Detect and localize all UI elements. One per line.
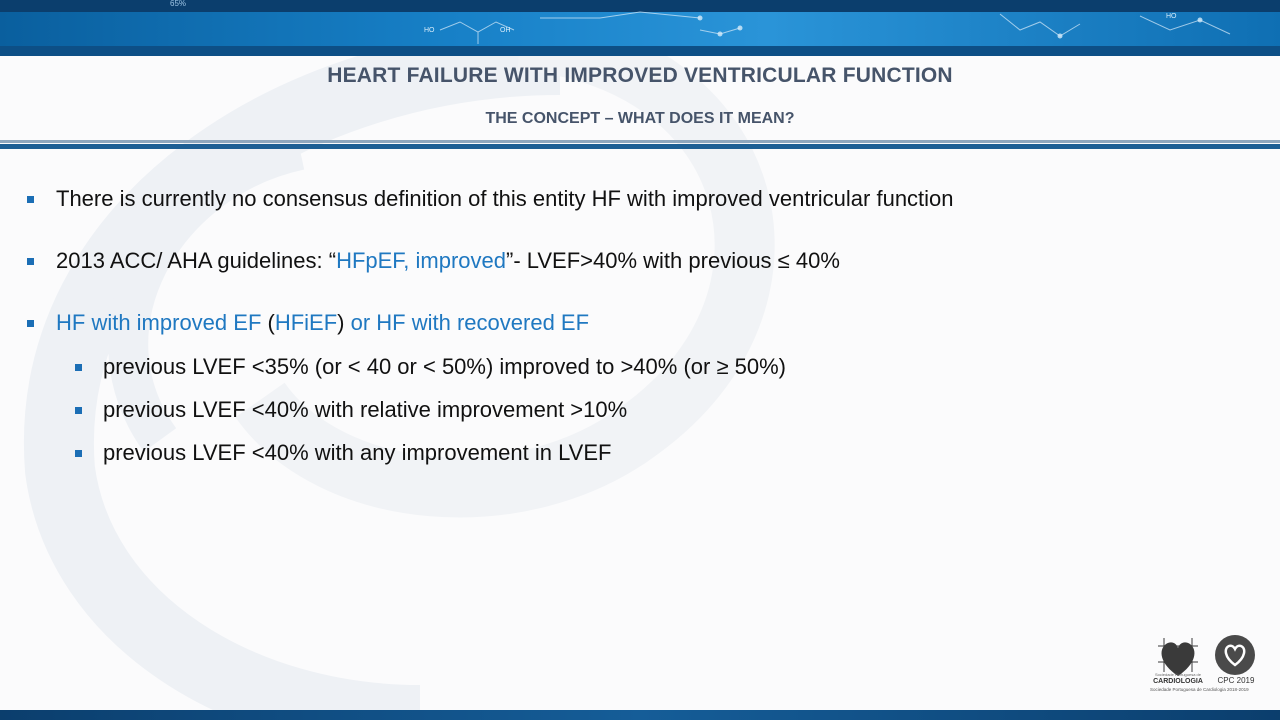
footer-band [0, 710, 1280, 720]
sub-bullet-item-1: previous LVEF <35% (or < 40 or < 50%) improved to >40% (or ≥ 50%) [103, 354, 786, 379]
sub-bullet-marker [75, 407, 82, 414]
bullet-item-2 [56, 248, 840, 274]
title-divider-light [0, 140, 1280, 143]
sub-bullet-marker [75, 364, 82, 371]
header-banner [0, 0, 1280, 56]
deco-ho-2: HO [1166, 13, 1177, 20]
bullet-3-paren-open: ( [261, 310, 275, 335]
bullet-2-highlight: HFpEF, improved [336, 248, 507, 273]
deco-percent: 65% [170, 0, 187, 8]
bullet-3-highlight-a: HF with improved EF [56, 310, 262, 335]
sub-bullet-item-3: previous LVEF <40% with any improvement in LVEF [103, 440, 612, 465]
cpc-logo-label: CPC 2019 [1217, 676, 1255, 685]
bullet-3-highlight-b: HFiEF [274, 310, 338, 335]
bullet-item-3 [56, 310, 589, 336]
bullet-3-paren-close: ) [337, 310, 351, 335]
sub-bullet-marker [75, 450, 82, 457]
deco-ho-1: HO [424, 27, 435, 34]
header-bottom-line [0, 46, 1280, 56]
bullet-item-1: There is currently no consensus definition of this entity HF with improved ventricular function [56, 186, 954, 211]
slide-subtitle: THE CONCEPT – WHAT DOES IT MEAN? [485, 110, 795, 127]
bullet-marker [27, 258, 34, 265]
slide-title: HEART FAILURE WITH IMPROVED VENTRICULAR FUNCTION [327, 64, 953, 87]
title-divider-dark [0, 144, 1280, 149]
cpc-heart-logo [1214, 634, 1256, 676]
bullet-2-text-a: 2013 ACC/ AHA guidelines: “ [56, 248, 337, 273]
bullet-3-highlight-c: or HF with recovered EF [350, 310, 590, 335]
bullet-marker [27, 320, 34, 327]
logo-footnote: Sociedade Portuguesa de Cardiologia 2018-2019 [1150, 687, 1249, 692]
deco-oh-1: OH [500, 27, 511, 34]
bullet-2-text-b: ”- LVEF>40% with previous ≤ 40% [506, 248, 840, 273]
sub-bullet-item-2: previous LVEF <40% with relative improvement >10% [103, 397, 628, 422]
spc-logo-label: CARDIOLOGIA [1153, 678, 1203, 685]
spc-logo-small-text: Sociedade Portuguesa de [1154, 672, 1202, 677]
bullet-marker [27, 196, 34, 203]
